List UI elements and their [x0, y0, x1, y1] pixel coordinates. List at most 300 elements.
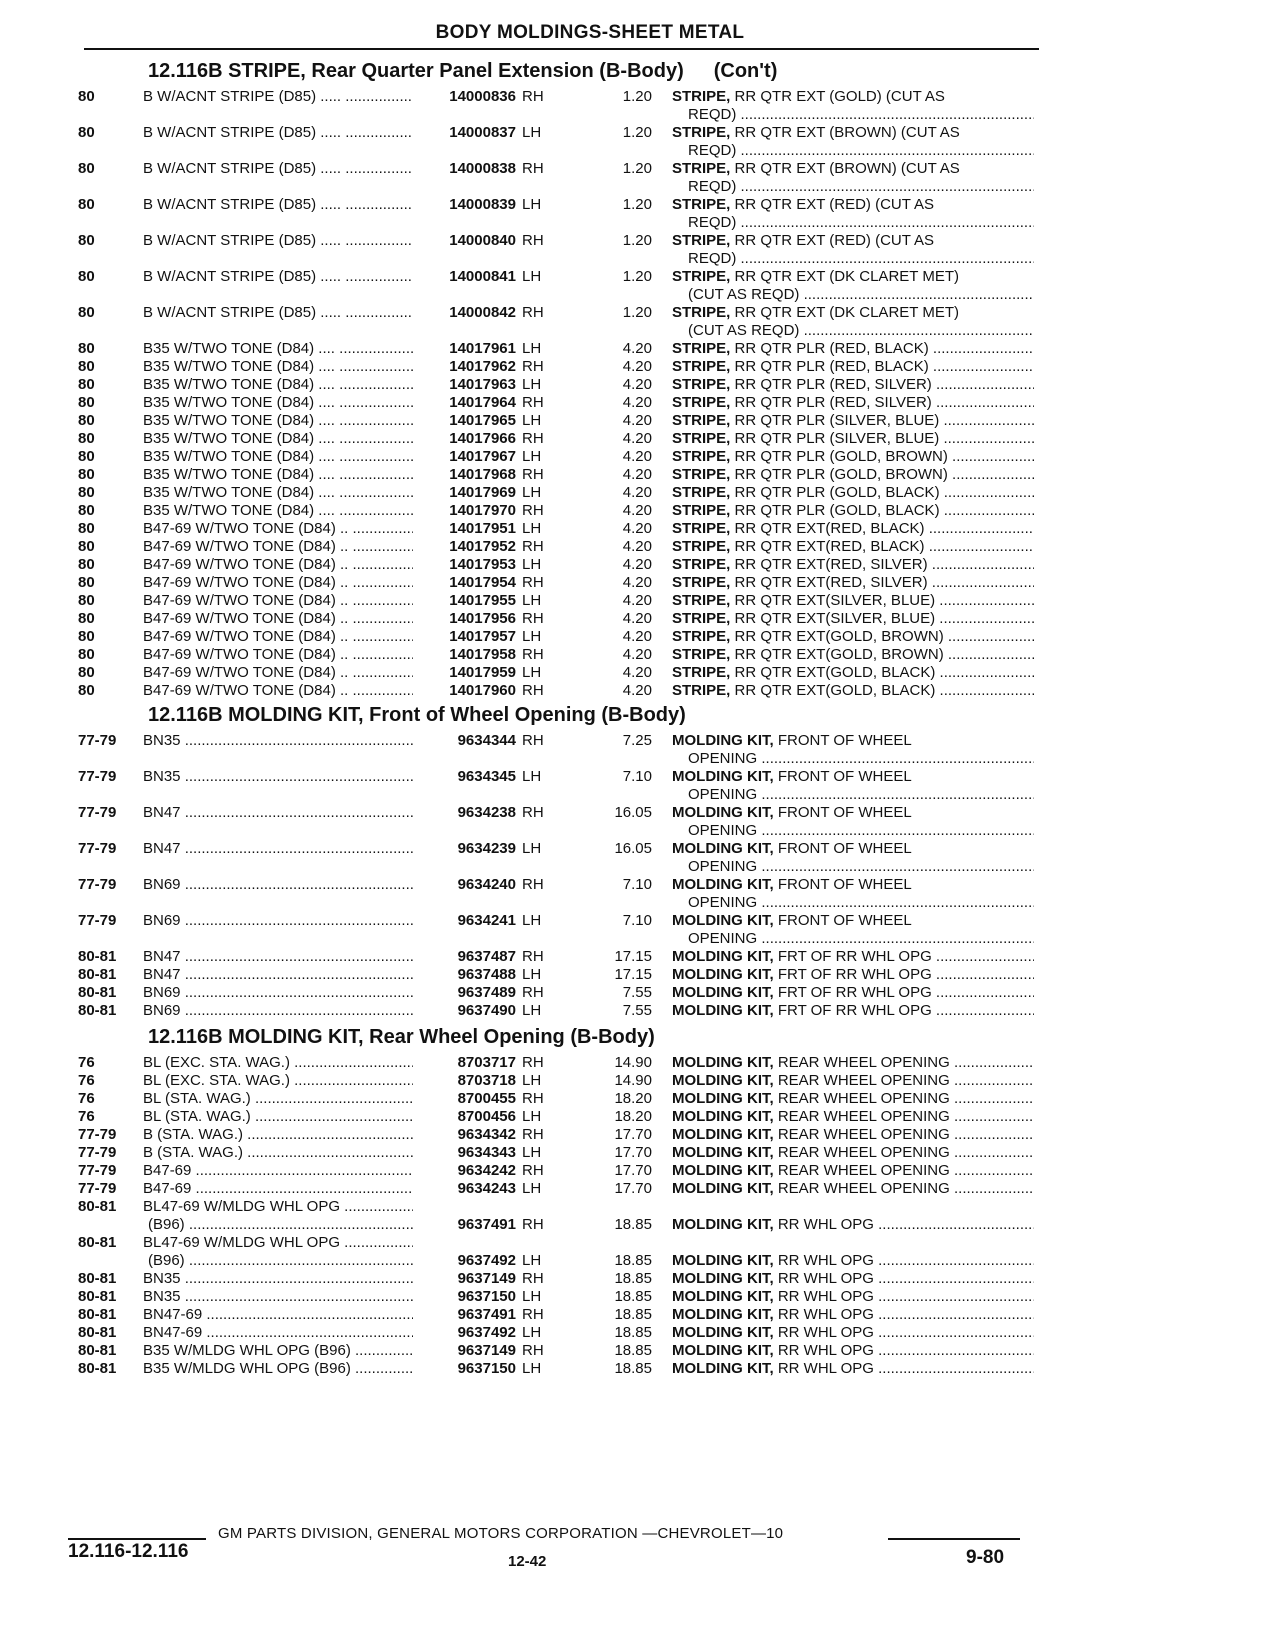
description-detail: RR QTR PLR (GOLD, BLACK)	[730, 502, 940, 519]
description	[672, 840, 1034, 858]
price: 4.20	[622, 664, 652, 681]
description	[672, 1342, 1034, 1360]
description-detail: RR WHL OPG	[773, 1252, 874, 1269]
model-year: 80	[78, 664, 95, 681]
description-part-name: MOLDING KIT,	[672, 1342, 774, 1359]
description	[672, 682, 1034, 700]
model-year: 80	[78, 340, 95, 357]
table-row	[0, 502, 1280, 520]
description-detail: RR QTR EXT(RED, SILVER)	[730, 556, 928, 573]
application: BL47-69 W/MLDG WHL OPG .....	[143, 1198, 413, 1216]
side: RH	[522, 1090, 544, 1107]
price: 4.20	[622, 394, 652, 411]
side: LH	[522, 1072, 542, 1089]
description	[672, 804, 1034, 822]
side: RH	[522, 88, 544, 105]
table-row	[0, 592, 1280, 610]
model-year: 80	[78, 466, 95, 483]
model-year: 80	[78, 628, 95, 645]
side: RH	[522, 1270, 544, 1287]
section-title-text: 12.116B MOLDING KIT, Front of Wheel Opening (B-Body)	[148, 704, 686, 726]
side: LH	[522, 412, 542, 429]
description-part-name: MOLDING KIT,	[672, 732, 774, 749]
model-year: 80	[78, 394, 95, 411]
description-detail: RR QTR EXT(GOLD, BROWN)	[730, 646, 944, 663]
description-part-name: MOLDING KIT,	[672, 912, 774, 929]
model-year: 77-79	[78, 1144, 117, 1161]
description-part-name: STRIPE,	[672, 412, 731, 429]
description	[672, 664, 1034, 682]
part-number: 9634342	[457, 1126, 516, 1143]
application: B (STA. WAG.) .....	[143, 1144, 413, 1162]
application: B47-69 W/TWO TONE (D84) .. .....	[143, 664, 413, 682]
description	[672, 520, 1034, 538]
side: RH	[522, 1216, 544, 1233]
application: BN69 .....	[143, 1002, 413, 1020]
side: RH	[522, 160, 544, 177]
application: B W/ACNT STRIPE (D85) ..... .....	[143, 88, 413, 106]
application: B35 W/MLDG WHL OPG (B96) .....	[143, 1360, 413, 1378]
description	[672, 232, 1034, 250]
description-detail: REAR WHEEL OPENING	[773, 1180, 950, 1197]
side: RH	[522, 1126, 544, 1143]
application: B35 W/TWO TONE (D84) .... .....	[143, 358, 413, 376]
description-part-name: STRIPE,	[672, 556, 731, 573]
price: 14.90	[614, 1072, 652, 1089]
application: B (STA. WAG.) .....	[143, 1126, 413, 1144]
part-number: 14000842	[449, 304, 516, 321]
description-detail: FRONT OF WHEEL	[773, 804, 912, 821]
application: B47-69 W/TWO TONE (D84) .. .....	[143, 520, 413, 538]
table-row	[0, 520, 1280, 538]
description-part-name: STRIPE,	[672, 538, 731, 555]
table-row	[0, 1288, 1280, 1306]
part-number: 9637492	[457, 1324, 516, 1341]
part-number: 9637149	[457, 1270, 516, 1287]
price: 7.10	[622, 912, 652, 929]
description	[672, 556, 1034, 574]
price: 1.20	[622, 88, 652, 105]
section-title-text: 12.116B MOLDING KIT, Rear Wheel Opening (B-Body)	[148, 1026, 655, 1048]
description-part-name: STRIPE,	[672, 196, 731, 213]
description-detail: FRONT OF WHEEL	[773, 876, 912, 893]
application: BN47 .....	[143, 840, 413, 858]
application: B W/ACNT STRIPE (D85) ..... .....	[143, 304, 413, 322]
part-number: 14000836	[449, 88, 516, 105]
description-detail: REAR WHEEL OPENING	[773, 1072, 950, 1089]
description	[672, 966, 1034, 984]
price: 18.85	[614, 1270, 652, 1287]
application: BN47 .....	[143, 948, 413, 966]
price: 4.20	[622, 340, 652, 357]
application: B47-69 W/TWO TONE (D84) .. .....	[143, 538, 413, 556]
header-rule	[84, 48, 1039, 50]
footer-rule-right	[888, 1538, 1020, 1540]
description	[672, 1144, 1034, 1162]
table-row	[0, 768, 1280, 804]
table-row	[0, 394, 1280, 412]
model-year: 80	[78, 412, 95, 429]
description-part-name: MOLDING KIT,	[672, 1360, 774, 1377]
part-number: 9634242	[457, 1162, 516, 1179]
table-row	[0, 664, 1280, 682]
part-number: 14000839	[449, 196, 516, 213]
side: LH	[522, 1144, 542, 1161]
application: B35 W/TWO TONE (D84) .... .....	[143, 448, 413, 466]
application: BN47-69 .....	[143, 1324, 413, 1342]
application: BN35 .....	[143, 1288, 413, 1306]
model-year: 80	[78, 358, 95, 375]
table-row	[0, 1002, 1280, 1020]
description-detail: RR QTR PLR (RED, SILVER)	[730, 376, 932, 393]
part-number: 14017969	[449, 484, 516, 501]
price: 18.85	[614, 1252, 652, 1269]
description-detail: FRT OF RR WHL OPG	[773, 984, 932, 1001]
side: LH	[522, 1252, 542, 1269]
description	[672, 574, 1034, 592]
description	[672, 1002, 1034, 1020]
description-part-name: MOLDING KIT,	[672, 804, 774, 821]
table-row	[0, 1126, 1280, 1144]
description	[672, 1288, 1034, 1306]
description-detail: FRONT OF WHEEL	[773, 732, 912, 749]
description	[672, 1072, 1034, 1090]
description-part-name: MOLDING KIT,	[672, 768, 774, 785]
description-continued: OPENING .....	[688, 750, 1034, 768]
description-part-name: STRIPE,	[672, 646, 731, 663]
description-part-name: MOLDING KIT,	[672, 1324, 774, 1341]
description-detail: REAR WHEEL OPENING	[773, 1090, 950, 1107]
part-number: 14017952	[449, 538, 516, 555]
description	[672, 1180, 1034, 1198]
description-part-name: MOLDING KIT,	[672, 1306, 774, 1323]
description-part-name: MOLDING KIT,	[672, 1108, 774, 1125]
description-continued: REQD) .....	[688, 250, 1034, 268]
part-number: 9634240	[457, 876, 516, 893]
price: 17.15	[614, 948, 652, 965]
description	[672, 1108, 1034, 1126]
price: 16.05	[614, 804, 652, 821]
part-number: 8700455	[457, 1090, 516, 1107]
application: BL (EXC. STA. WAG.) .....	[143, 1054, 413, 1072]
application: B W/ACNT STRIPE (D85) ..... .....	[143, 268, 413, 286]
side: RH	[522, 682, 544, 699]
part-number: 14000840	[449, 232, 516, 249]
description-part-name: STRIPE,	[672, 466, 731, 483]
side: RH	[522, 358, 544, 375]
price: 7.55	[622, 984, 652, 1001]
table-row	[0, 88, 1280, 124]
table-row	[0, 448, 1280, 466]
price: 1.20	[622, 124, 652, 141]
application: B47-69 W/TWO TONE (D84) .. .....	[143, 592, 413, 610]
table-row	[0, 1072, 1280, 1090]
description-detail: FRONT OF WHEEL	[773, 912, 912, 929]
description-part-name: STRIPE,	[672, 610, 731, 627]
price: 4.20	[622, 682, 652, 699]
application: B W/ACNT STRIPE (D85) ..... .....	[143, 124, 413, 142]
side: RH	[522, 948, 544, 965]
description	[672, 1162, 1034, 1180]
application: B35 W/TWO TONE (D84) .... .....	[143, 340, 413, 358]
application: B35 W/TWO TONE (D84) .... .....	[143, 412, 413, 430]
application: BN47 .....	[143, 966, 413, 984]
description-detail: REAR WHEEL OPENING	[773, 1144, 950, 1161]
application: BN69 .....	[143, 912, 413, 930]
side: LH	[522, 124, 542, 141]
side: RH	[522, 304, 544, 321]
side: LH	[522, 448, 542, 465]
table-row	[0, 628, 1280, 646]
application: B35 W/TWO TONE (D84) .... .....	[143, 484, 413, 502]
description	[672, 340, 1034, 358]
model-year: 80	[78, 88, 95, 105]
model-year: 80	[78, 592, 95, 609]
application: B35 W/TWO TONE (D84) .... .....	[143, 394, 413, 412]
section-continued-label: (Con't)	[713, 60, 778, 82]
description-detail: RR QTR PLR (RED, BLACK)	[730, 340, 929, 357]
application: B47-69 W/TWO TONE (D84) .. .....	[143, 682, 413, 700]
side: LH	[522, 966, 542, 983]
application: B47-69 W/TWO TONE (D84) .. .....	[143, 646, 413, 664]
part-number: 9637492	[457, 1252, 516, 1269]
description-part-name: STRIPE,	[672, 340, 731, 357]
price: 18.20	[614, 1090, 652, 1107]
side: LH	[522, 1108, 542, 1125]
description-continued: (CUT AS REQD) .....	[688, 322, 1034, 340]
description-part-name: STRIPE,	[672, 88, 731, 105]
table-row	[0, 124, 1280, 160]
application: B35 W/TWO TONE (D84) .... .....	[143, 502, 413, 520]
description-part-name: STRIPE,	[672, 376, 731, 393]
price: 14.90	[614, 1054, 652, 1071]
model-year: 77-79	[78, 768, 117, 785]
part-number: 14017961	[449, 340, 516, 357]
description	[672, 124, 1034, 142]
model-year: 80-81	[78, 966, 117, 983]
table-row	[0, 268, 1280, 304]
table-row	[0, 610, 1280, 628]
table-row	[0, 804, 1280, 840]
table-row	[0, 1234, 1280, 1270]
part-number: 14000838	[449, 160, 516, 177]
description-part-name: STRIPE,	[672, 628, 731, 645]
part-number: 8703718	[457, 1072, 516, 1089]
description-detail: RR QTR EXT (DK CLARET MET)	[730, 304, 959, 321]
model-year: 77-79	[78, 1162, 117, 1179]
model-year: 80-81	[78, 1342, 117, 1359]
table-row	[0, 358, 1280, 376]
footer-rule-left	[68, 1538, 206, 1540]
description	[672, 304, 1034, 322]
part-number: 14017951	[449, 520, 516, 537]
table-row	[0, 966, 1280, 984]
description-part-name: MOLDING KIT,	[672, 1288, 774, 1305]
description-part-name: MOLDING KIT,	[672, 1162, 774, 1179]
table-row	[0, 840, 1280, 876]
description-part-name: STRIPE,	[672, 358, 731, 375]
part-number: 14017958	[449, 646, 516, 663]
description-detail: RR QTR EXT(RED, BLACK)	[730, 520, 925, 537]
model-year: 80	[78, 520, 95, 537]
part-number: 14017970	[449, 502, 516, 519]
price: 18.85	[614, 1306, 652, 1323]
description-detail: FRT OF RR WHL OPG	[773, 966, 932, 983]
side: RH	[522, 646, 544, 663]
price: 7.10	[622, 768, 652, 785]
side: LH	[522, 520, 542, 537]
description-detail: RR QTR EXT(GOLD, BROWN)	[730, 628, 944, 645]
description-part-name: STRIPE,	[672, 394, 731, 411]
price: 4.20	[622, 556, 652, 573]
description-continued: OPENING .....	[688, 894, 1034, 912]
part-number: 14017968	[449, 466, 516, 483]
description-detail: RR WHL OPG	[773, 1360, 874, 1377]
description-detail: RR QTR PLR (SILVER, BLUE)	[730, 412, 940, 429]
price: 17.70	[614, 1180, 652, 1197]
model-year: 80-81	[78, 1270, 117, 1287]
description	[672, 160, 1034, 178]
side: RH	[522, 1054, 544, 1071]
part-number: 9634238	[457, 804, 516, 821]
price: 4.20	[622, 610, 652, 627]
description-detail: RR QTR EXT(SILVER, BLUE)	[730, 592, 936, 609]
description-continued: REQD) .....	[688, 214, 1034, 232]
table-row	[0, 1270, 1280, 1288]
side: RH	[522, 804, 544, 821]
description-continued: REQD) .....	[688, 178, 1034, 196]
side: RH	[522, 1342, 544, 1359]
description-detail: RR QTR PLR (GOLD, BROWN)	[730, 448, 948, 465]
description-part-name: MOLDING KIT,	[672, 1072, 774, 1089]
description-detail: RR WHL OPG	[773, 1324, 874, 1341]
description-part-name: MOLDING KIT,	[672, 1090, 774, 1107]
side: RH	[522, 1162, 544, 1179]
model-year: 80	[78, 376, 95, 393]
model-year: 76	[78, 1054, 95, 1071]
table-row	[0, 1180, 1280, 1198]
model-year: 80-81	[78, 1306, 117, 1323]
table-row	[0, 876, 1280, 912]
description-part-name: STRIPE,	[672, 682, 731, 699]
table-row	[0, 646, 1280, 664]
description-part-name: STRIPE,	[672, 430, 731, 447]
model-year: 80-81	[78, 1288, 117, 1305]
part-number: 9634243	[457, 1180, 516, 1197]
part-number: 9634345	[457, 768, 516, 785]
description-detail: RR QTR PLR (GOLD, BLACK)	[730, 484, 940, 501]
application-continued: (B96) .....	[148, 1252, 414, 1270]
description-part-name: MOLDING KIT,	[672, 948, 774, 965]
description-detail: RR WHL OPG	[773, 1288, 874, 1305]
part-number: 14017954	[449, 574, 516, 591]
application: B35 W/TWO TONE (D84) .... .....	[143, 376, 413, 394]
side: LH	[522, 268, 542, 285]
table-row	[0, 1144, 1280, 1162]
part-number: 14000837	[449, 124, 516, 141]
footer-section-range: 12.116-12.116	[68, 1541, 189, 1562]
section-title	[148, 60, 777, 83]
description	[672, 1270, 1034, 1288]
model-year: 80	[78, 430, 95, 447]
description-detail: FRONT OF WHEEL	[773, 840, 912, 857]
description	[672, 768, 1034, 786]
description-detail: RR QTR EXT(GOLD, BLACK)	[730, 682, 936, 699]
side: RH	[522, 430, 544, 447]
price: 18.20	[614, 1108, 652, 1125]
side: LH	[522, 1180, 542, 1197]
description	[672, 1126, 1034, 1144]
side: LH	[522, 484, 542, 501]
model-year: 77-79	[78, 876, 117, 893]
description	[672, 912, 1034, 930]
description-part-name: MOLDING KIT,	[672, 876, 774, 893]
table-row	[0, 484, 1280, 502]
part-number: 9634241	[457, 912, 516, 929]
section-title-text: 12.116B STRIPE, Rear Quarter Panel Extension (B-Body)	[148, 60, 684, 82]
description-part-name: MOLDING KIT,	[672, 840, 774, 857]
price: 18.85	[614, 1360, 652, 1377]
description-detail: RR QTR EXT (RED) (CUT AS	[730, 196, 934, 213]
table-row	[0, 232, 1280, 268]
description-detail: RR QTR EXT (BROWN) (CUT AS	[730, 160, 960, 177]
side: RH	[522, 502, 544, 519]
description-part-name: MOLDING KIT,	[672, 1180, 774, 1197]
model-year: 80	[78, 574, 95, 591]
description-detail: RR WHL OPG	[773, 1216, 874, 1233]
section-title	[148, 704, 686, 727]
description-detail: RR QTR EXT (RED) (CUT AS	[730, 232, 934, 249]
application: BL (STA. WAG.) .....	[143, 1090, 413, 1108]
price: 17.70	[614, 1162, 652, 1179]
model-year: 80	[78, 484, 95, 501]
application: B35 W/MLDG WHL OPG (B96) .....	[143, 1342, 413, 1360]
description-part-name: STRIPE,	[672, 160, 731, 177]
table-row	[0, 556, 1280, 574]
side: LH	[522, 1360, 542, 1377]
description-continued: REQD) .....	[688, 106, 1034, 124]
description-detail: REAR WHEEL OPENING	[773, 1162, 950, 1179]
description-continued: (CUT AS REQD) .....	[688, 286, 1034, 304]
side: RH	[522, 984, 544, 1001]
footer-page-number: 12-42	[508, 1553, 547, 1570]
table-row	[0, 1306, 1280, 1324]
application: B W/ACNT STRIPE (D85) ..... .....	[143, 232, 413, 250]
model-year: 80-81	[78, 1324, 117, 1341]
price: 4.20	[622, 358, 652, 375]
price: 4.20	[622, 448, 652, 465]
description-detail: RR QTR PLR (RED, BLACK)	[730, 358, 929, 375]
model-year: 76	[78, 1090, 95, 1107]
part-number: 9637488	[457, 966, 516, 983]
table-row	[0, 948, 1280, 966]
part-number: 9637489	[457, 984, 516, 1001]
price: 4.20	[622, 430, 652, 447]
model-year: 80	[78, 682, 95, 699]
model-year: 80	[78, 124, 95, 141]
application: BN69 .....	[143, 984, 413, 1002]
description-part-name: STRIPE,	[672, 448, 731, 465]
description-detail: RR QTR EXT (BROWN) (CUT AS	[730, 124, 960, 141]
description-part-name: MOLDING KIT,	[672, 1054, 774, 1071]
price: 4.20	[622, 520, 652, 537]
side: RH	[522, 1306, 544, 1323]
price: 18.85	[614, 1342, 652, 1359]
table-row	[0, 196, 1280, 232]
application: B W/ACNT STRIPE (D85) ..... .....	[143, 160, 413, 178]
part-number: 14017953	[449, 556, 516, 573]
description	[672, 732, 1034, 750]
